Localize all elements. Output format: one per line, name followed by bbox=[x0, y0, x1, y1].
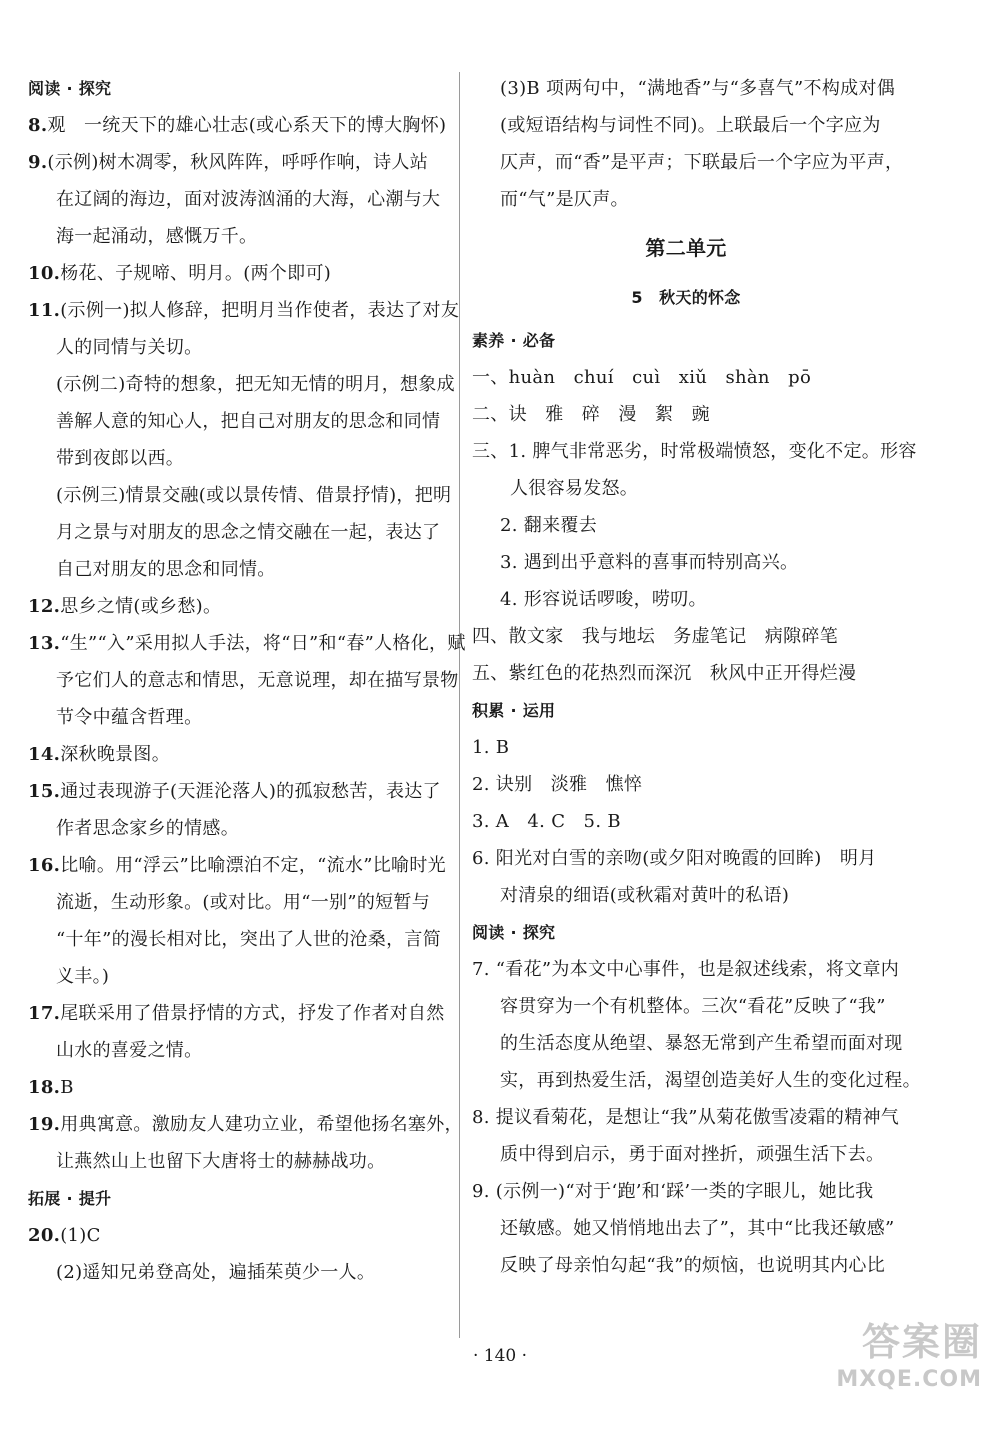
answer-20-line: (2)遥知兄弟登高处，遍插茱萸少一人。 bbox=[56, 1262, 376, 1283]
answer-11: 11.(示例一)拟人修辞，把明月当作使者，表达了对友 bbox=[28, 300, 460, 321]
watermark-text: 答案圈 bbox=[861, 1320, 982, 1364]
answer-7-line: 实，再到热爱生活，渴望创造美好人生的变化过程。 bbox=[500, 1070, 921, 1091]
section-heading-accumulate: 积累 · 运用 bbox=[472, 701, 556, 720]
answer-3-5: 3. A 4. C 5. B bbox=[472, 811, 621, 832]
answer-11-example3: (示例三)情景交融(或以景传情、借景抒情)，把明 bbox=[56, 485, 452, 506]
answer-13-line: 节令中蕴含哲理。 bbox=[56, 707, 203, 728]
answer-7: 7. “看花”为本文中心事件，也是叙述线索，将文章内 bbox=[472, 959, 900, 980]
answer-13: 13.“生”“入”采用拟人手法，将“日”和“春”人格化，赋 bbox=[28, 633, 466, 654]
answer-7-line: 容贯穿为一个有机整体。三次“看花”反映了“我” bbox=[500, 996, 886, 1017]
answer-20-3-line: (或短语结构与词性不同)。上联最后一个字应为 bbox=[500, 115, 881, 136]
column-divider bbox=[459, 72, 460, 1338]
answer-9-line: 反映了母亲怕勾起“我”的烦恼，也说明其内心比 bbox=[500, 1255, 886, 1276]
answer-part-2: 二、诀 雅 碎 漫 絮 豌 bbox=[472, 404, 710, 425]
answer-8-line: 质中得到启示，勇于面对挫折，顽强生活下去。 bbox=[500, 1144, 885, 1165]
answer-1: 1. B bbox=[472, 737, 510, 758]
answer-15-line: 作者思念家乡的情感。 bbox=[56, 818, 239, 839]
watermark-url: MXQE.COM bbox=[836, 1367, 982, 1392]
answer-part-3: 三、1. 脾气非常恶劣，时常极端愤怒，变化不定。形容 bbox=[472, 441, 917, 462]
page-number: · 140 · bbox=[472, 1346, 528, 1366]
answer-9-line: 还敏感。她又悄悄地出去了”，其中“比我还敏感” bbox=[500, 1218, 895, 1239]
answer-15: 15.通过表现游子(天涯沦落人)的孤寂愁苦，表达了 bbox=[28, 781, 441, 802]
answer-part-3-item: 2. 翻来覆去 bbox=[500, 515, 597, 536]
answer-19: 19.用典寓意。激励友人建功立业，希望他扬名塞外， bbox=[28, 1114, 463, 1135]
right-column bbox=[472, 70, 921, 1284]
answer-2: 2. 诀别 淡雅 憔悴 bbox=[472, 774, 643, 795]
answer-16-line: 义丰。) bbox=[56, 966, 110, 987]
answer-19-line: 让燕然山上也留下大唐将士的赫赫战功。 bbox=[56, 1151, 386, 1172]
answer-8-right: 8. 提议看菊花，是想让“我”从菊花傲雪凌霜的精神气 bbox=[472, 1107, 900, 1128]
section-heading-reading-2: 阅读 · 探究 bbox=[472, 923, 556, 942]
answer-18: 18.B bbox=[28, 1077, 74, 1098]
answer-12: 12.思乡之情(或乡愁)。 bbox=[28, 596, 222, 617]
answer-17: 17.尾联采用了借景抒情的方式，抒发了作者对自然 bbox=[28, 1003, 445, 1024]
answer-9-line: 海一起涌动，感慨万千。 bbox=[56, 226, 258, 247]
answer-14: 14.深秋晚景图。 bbox=[28, 744, 171, 765]
answer-part-4: 四、散文家 我与地坛 务虚笔记 病隙碎笔 bbox=[472, 626, 838, 647]
answer-part-3-line: 人很容易发怒。 bbox=[510, 478, 639, 499]
answer-part-1: 一、huàn chuí cuì xiǔ shàn pō bbox=[472, 367, 812, 388]
answer-16-line: 流逝，生动形象。(或对比。用“一别”的短暂与 bbox=[56, 892, 431, 913]
answer-13-line: 予它们人的意志和情思，无意说理，却在描写景物 bbox=[56, 670, 459, 691]
answer-6: 6. 阳光对白雪的亲吻(或夕阳对晚霞的回眸) 明月 bbox=[472, 848, 877, 869]
left-column bbox=[28, 70, 466, 1291]
answer-10: 10.杨花、子规啼、明月。(两个即可) bbox=[28, 263, 332, 284]
answer-11-line: 月之景与对朋友的思念之情交融在一起，表达了 bbox=[56, 522, 441, 543]
answer-9: 9.(示例)树木凋零，秋风阵阵，呼呼作响，诗人站 bbox=[28, 152, 429, 173]
answer-16: 16.比喻。用“浮云”比喻漂泊不定，“流水”比喻时光 bbox=[28, 855, 446, 876]
answer-20-3-line: 仄声，而“香”是平声；下联最后一个字应为平声， bbox=[500, 152, 904, 173]
answer-11-line: 人的同情与关切。 bbox=[56, 337, 203, 358]
unit-title: 第二单元 bbox=[645, 236, 727, 260]
answer-11-line: 自己对朋友的思念和同情。 bbox=[56, 559, 276, 580]
answer-11-line: 带到夜郎以西。 bbox=[56, 448, 185, 469]
answer-part-3-item: 3. 遇到出乎意料的喜事而特别高兴。 bbox=[500, 552, 799, 573]
answer-part-3-item: 4. 形容说话啰唆，唠叨。 bbox=[500, 589, 707, 610]
watermark-logo bbox=[836, 1305, 982, 1405]
section-heading-reading: 阅读 · 探究 bbox=[28, 79, 112, 98]
section-heading-literacy: 素养 · 必备 bbox=[472, 331, 556, 350]
answer-9-line: 在辽阔的海边，面对波涛汹涌的大海，心潮与大 bbox=[56, 189, 441, 210]
answer-11-line: 善解人意的知心人，把自己对朋友的思念和同情 bbox=[56, 411, 441, 432]
answer-11-example2: (示例二)奇特的想象，把无知无情的明月，想象成 bbox=[56, 374, 455, 395]
answer-7-line: 的生活态度从绝望、暴怒无常到产生希望而面对现 bbox=[500, 1033, 903, 1054]
lesson-title: 5 秋天的怀念 bbox=[631, 288, 741, 307]
answer-6-line: 对清泉的细语(或秋霜对黄叶的私语) bbox=[500, 885, 790, 906]
answer-9-right: 9. (示例一)“对于‘跑’和‘踩’一类的字眼儿，她比我 bbox=[472, 1181, 874, 1202]
answer-17-line: 山水的喜爱之情。 bbox=[56, 1040, 203, 1061]
answer-20-3-line: 而“气”是仄声。 bbox=[500, 189, 629, 210]
section-heading-expand: 拓展 · 提升 bbox=[28, 1189, 112, 1208]
answer-20-3: (3)B 项两句中，“满地香”与“多喜气”不构成对偶 bbox=[500, 78, 896, 99]
answer-20: 20.(1)C bbox=[28, 1225, 101, 1246]
answer-part-5: 五、紫红色的花热烈而深沉 秋风中正开得烂漫 bbox=[472, 663, 857, 684]
answer-16-line: “十年”的漫长相对比，突出了人世的沧桑，言简 bbox=[56, 929, 442, 950]
answer-8: 8.观 一统天下的雄心壮志(或心系天下的博大胸怀) bbox=[28, 115, 447, 136]
